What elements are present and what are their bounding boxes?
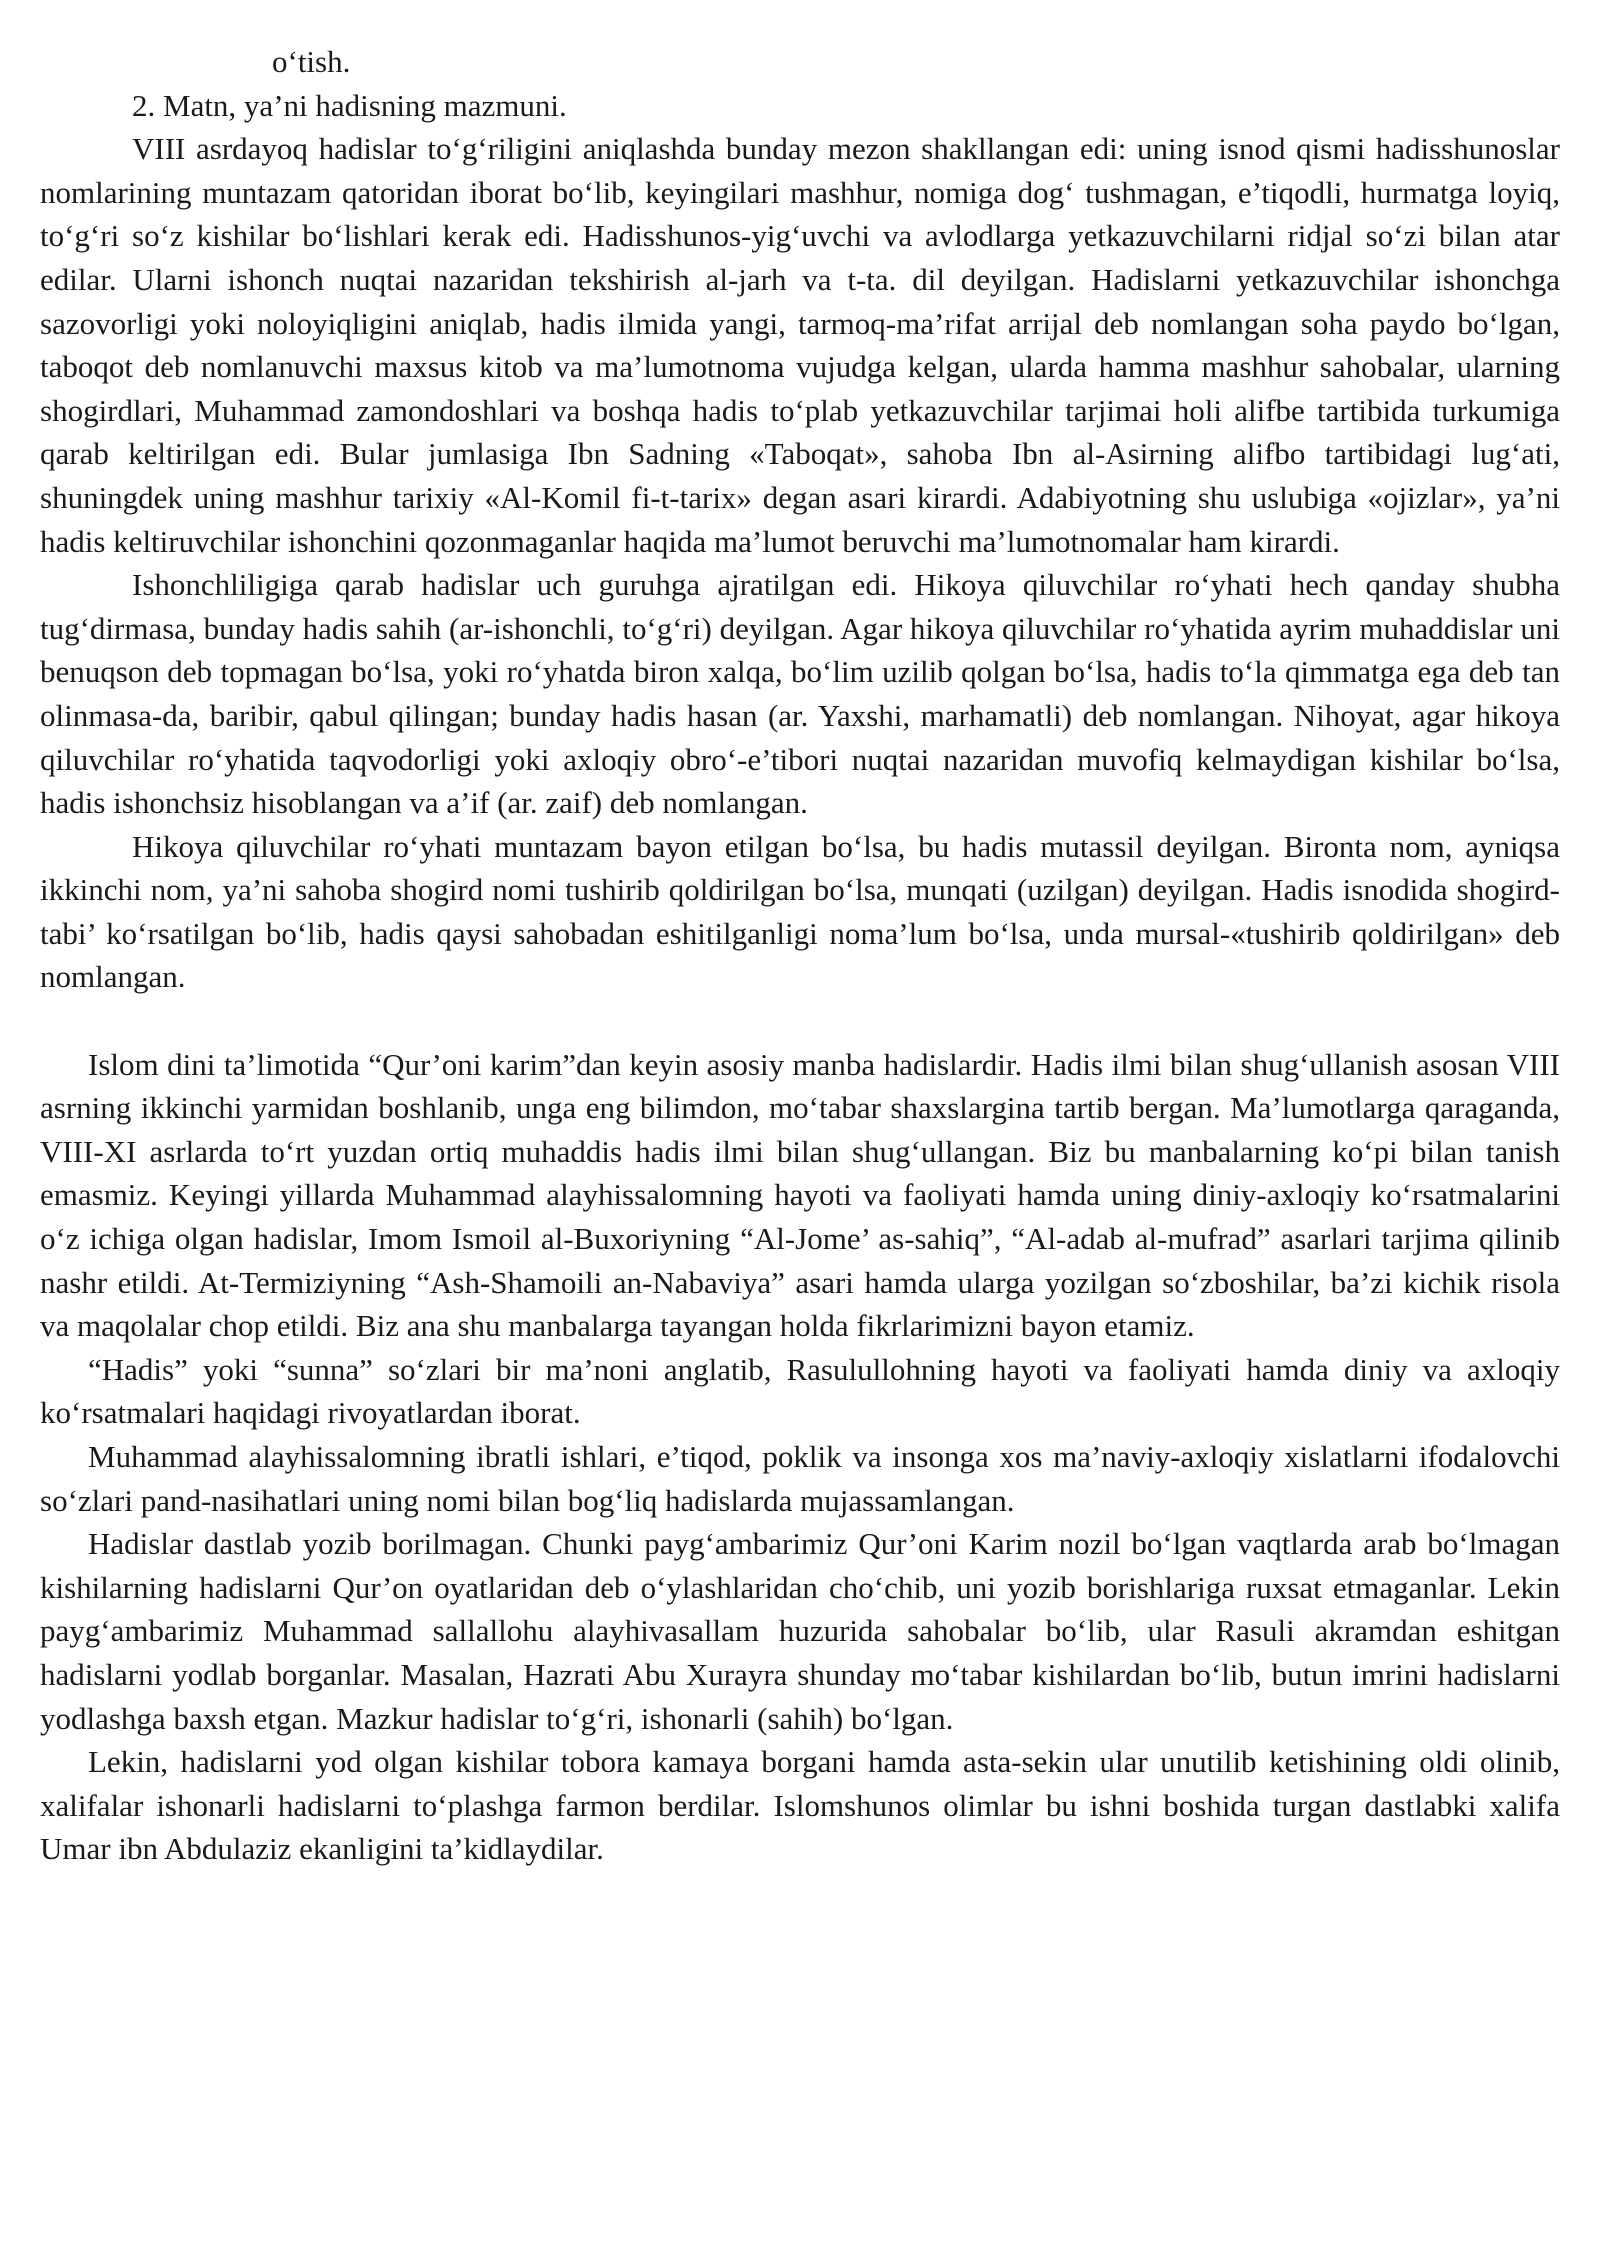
list-item-matn: 2. Matn, ya’ni hadisning mazmuni. (132, 87, 567, 123)
paragraph-collection-order: Lekin, hadislarni yod olgan kishilar tobora kamaya borgani hamda asta-sekin ular unutilib ketishining oldi olinib, xalifalar ishonarli hadislarni to‘plashga farmon berdilar. Islomshunos olimlar bu ishni boshida turgan dastlabki xalifa Umar ibn Abdulaziz ekanligini ta’kidlaydilar. (40, 1744, 1560, 1867)
section-spacer (40, 999, 1560, 1043)
paragraph-continuation: o‘tish. (272, 44, 351, 79)
paragraph-moral-teachings: Muhammad alayhissalomning ibratli ishlari, e’tiqod, poklik va insonga xos ma’naviy-axloqiy xislatlarni ifodalovchi so‘zlari pand-nasihatlari uning nomi bilan bog‘liq hadislarda mujassamlangan. (40, 1439, 1560, 1518)
document-page (40, 40, 1560, 1871)
paragraph-islamic-sources: Islom dini ta’limotida “Qur’oni karim”dan keyin asosiy manba hadislardir. Hadis ilmi bilan shug‘ullanish asosan VIII asrning ikkinchi yarmidan boshlanib, unga eng bilimdon, mo‘tabar shaxslargina tartib bergan. Ma’lumotlarga qaraganda, VIII-XI asrlarda to‘rt yuzdan ortiq muhaddis hadis ilmi bilan shug‘ullangan. Biz bu manbalarning ko‘pi bilan tanish emasmiz. Keyingi yillarda Muhammad alayhissalomning hayoti va faoliyati hamda uning diniy-axloqiy ko‘rsatmalarini o‘z ichiga olgan hadislar, Imom Ismoil al-Buxoriyning “Al-Jome’ as-sahiq”, “Al-adab al-mufrad” asarlari tarjima qilinib nashr etildi. At-Termiziyning “Ash-Shamoili an-Nabaviya” asari hamda ularga yozilgan so‘zboshilar, ba’zi kichik risola va maqolalar chop etildi. Biz ana shu manbalarga tayangan holda fikrlarimizni bayon etamiz. (40, 1046, 1560, 1344)
paragraph-hadith-grades: Ishonchliligiga qarab hadislar uch guruhga ajratilgan edi. Hikoya qiluvchilar ro‘yhati hech qanday shubha tug‘dirmasa, bunday hadis sahih (ar-ishonchli, to‘g‘ri) deyilgan. Agar hikoya qiluvchilar ro‘yhatida ayrim muhaddislar uni benuqson deb topmagan bo‘lsa, yoki ro‘yhatda biron xalqa, bo‘lim uzilib qolgan bo‘lsa, hadis to‘la qimmatga ega deb tan olinmasa-da, baribir, qabul qilingan; bunday hadis hasan (ar. Yaxshi, marhamatli) deb nomlangan. Nihoyat, agar hikoya qiluvchilar ro‘yhatida taqvodorligi yoki axloqiy obro‘-e’tibori nuqtai nazaridan muvofiq kelmaydigan kishilar bo‘lsa, hadis ishonchsiz hisoblangan va a’if (ar. zaif) deb nomlangan. (40, 567, 1560, 821)
paragraph-isnod-criteria: VIII asrdayoq hadislar to‘g‘riligini aniqlashda bunday mezon shakllangan edi: uning isnod qismi hadisshunoslar nomlarining muntazam qatoridan iborat bo‘lib, keyingilari mashhur, nomiga dog‘ tushmagan, e’tiqodli, hurmatga loyiq, to‘g‘ri so‘z kishilar bo‘lishlari kerak edi. Hadisshunos-yig‘uvchi va avlodlarga yetkazuvchilarni ridjal so‘zi bilan atar edilar. Ularni ishonch nuqtai nazaridan tekshirish al-jarh va t-ta. dil deyilgan. Hadislarni yetkazuvchilar ishonchga sazovorligi yoki noloyiqligini aniqlab, hadis ilmida yangi, tarmoq-ma’rifat arrijal deb nomlangan soha paydo bo‘lgan, taboqot deb nomlanuvchi maxsus kitob va ma’lumotnoma vujudga kelgan, ularda hamma mashhur sahobalar, ularning shogirdlari, Muhammad zamondoshlari va boshqa hadis to‘plab yetkazuvchilar tarjimai holi alifbe tartibida turkumiga qarab keltirilgan edi. Bular jumlasiga Ibn Sadning «Taboqat», sahoba Ibn al-Asirning alifbo tartibidagi lug‘ati, shuningdek uning mashhur tarixiy «Al-Komil fi-t-tarix» degan asari kirardi. Adabiyotning shu uslubiga «ojizlar», ya’ni hadis keltiruvchilar ishonchini qozonmaganlar haqida ma’lumot beruvchi ma’lumotnomalar ham kirardi. (40, 131, 1560, 559)
paragraph-oral-transmission: Hadislar dastlab yozib borilmagan. Chunki payg‘ambarimiz Qur’oni Karim nozil bo‘lgan vaqtlarda arab bo‘lmagan kishilarning hadislarni Qur’on oyatlaridan deb o‘ylashlaridan cho‘chib, uni yozib borishlariga ruxsat etmaganlar. Lekin payg‘ambarimiz Muhammad sallallohu alayhivasallam huzurida sahobalar bo‘lib, ular Rasuli akramdan eshitgan hadislarni yodlab borganlar. Masalan, Hazrati Abu Xurayra shunday mo‘tabar kishilardan bo‘lib, butun imrini hadislarni yodlashga baxsh etgan. Mazkur hadislar to‘g‘ri, ishonarli (sahih) bo‘lgan. (40, 1526, 1560, 1736)
paragraph-narrator-chain: Hikoya qiluvchilar ro‘yhati muntazam bayon etilgan bo‘lsa, bu hadis mutassil deyilgan. Bironta nom, ayniqsa ikkinchi nom, ya’ni sahoba shogird nomi tushirib qoldirilgan bo‘lsa, munqati (uzilgan) deyilgan. Hadis isnodida shogird-tabi’ ko‘rsatilgan bo‘lib, hadis qaysi sahobadan eshitilganligi noma’lum bo‘lsa, unda mursal-«tushirib qoldirilgan» deb nomlangan. (40, 828, 1560, 995)
paragraph-hadis-sunna: “Hadis” yoki “sunna” so‘zlari bir ma’noni anglatib, Rasulullohning hayoti va faoliyati hamda diniy va axloqiy ko‘rsatmalari haqidagi rivoyatlardan iborat. (40, 1351, 1560, 1431)
